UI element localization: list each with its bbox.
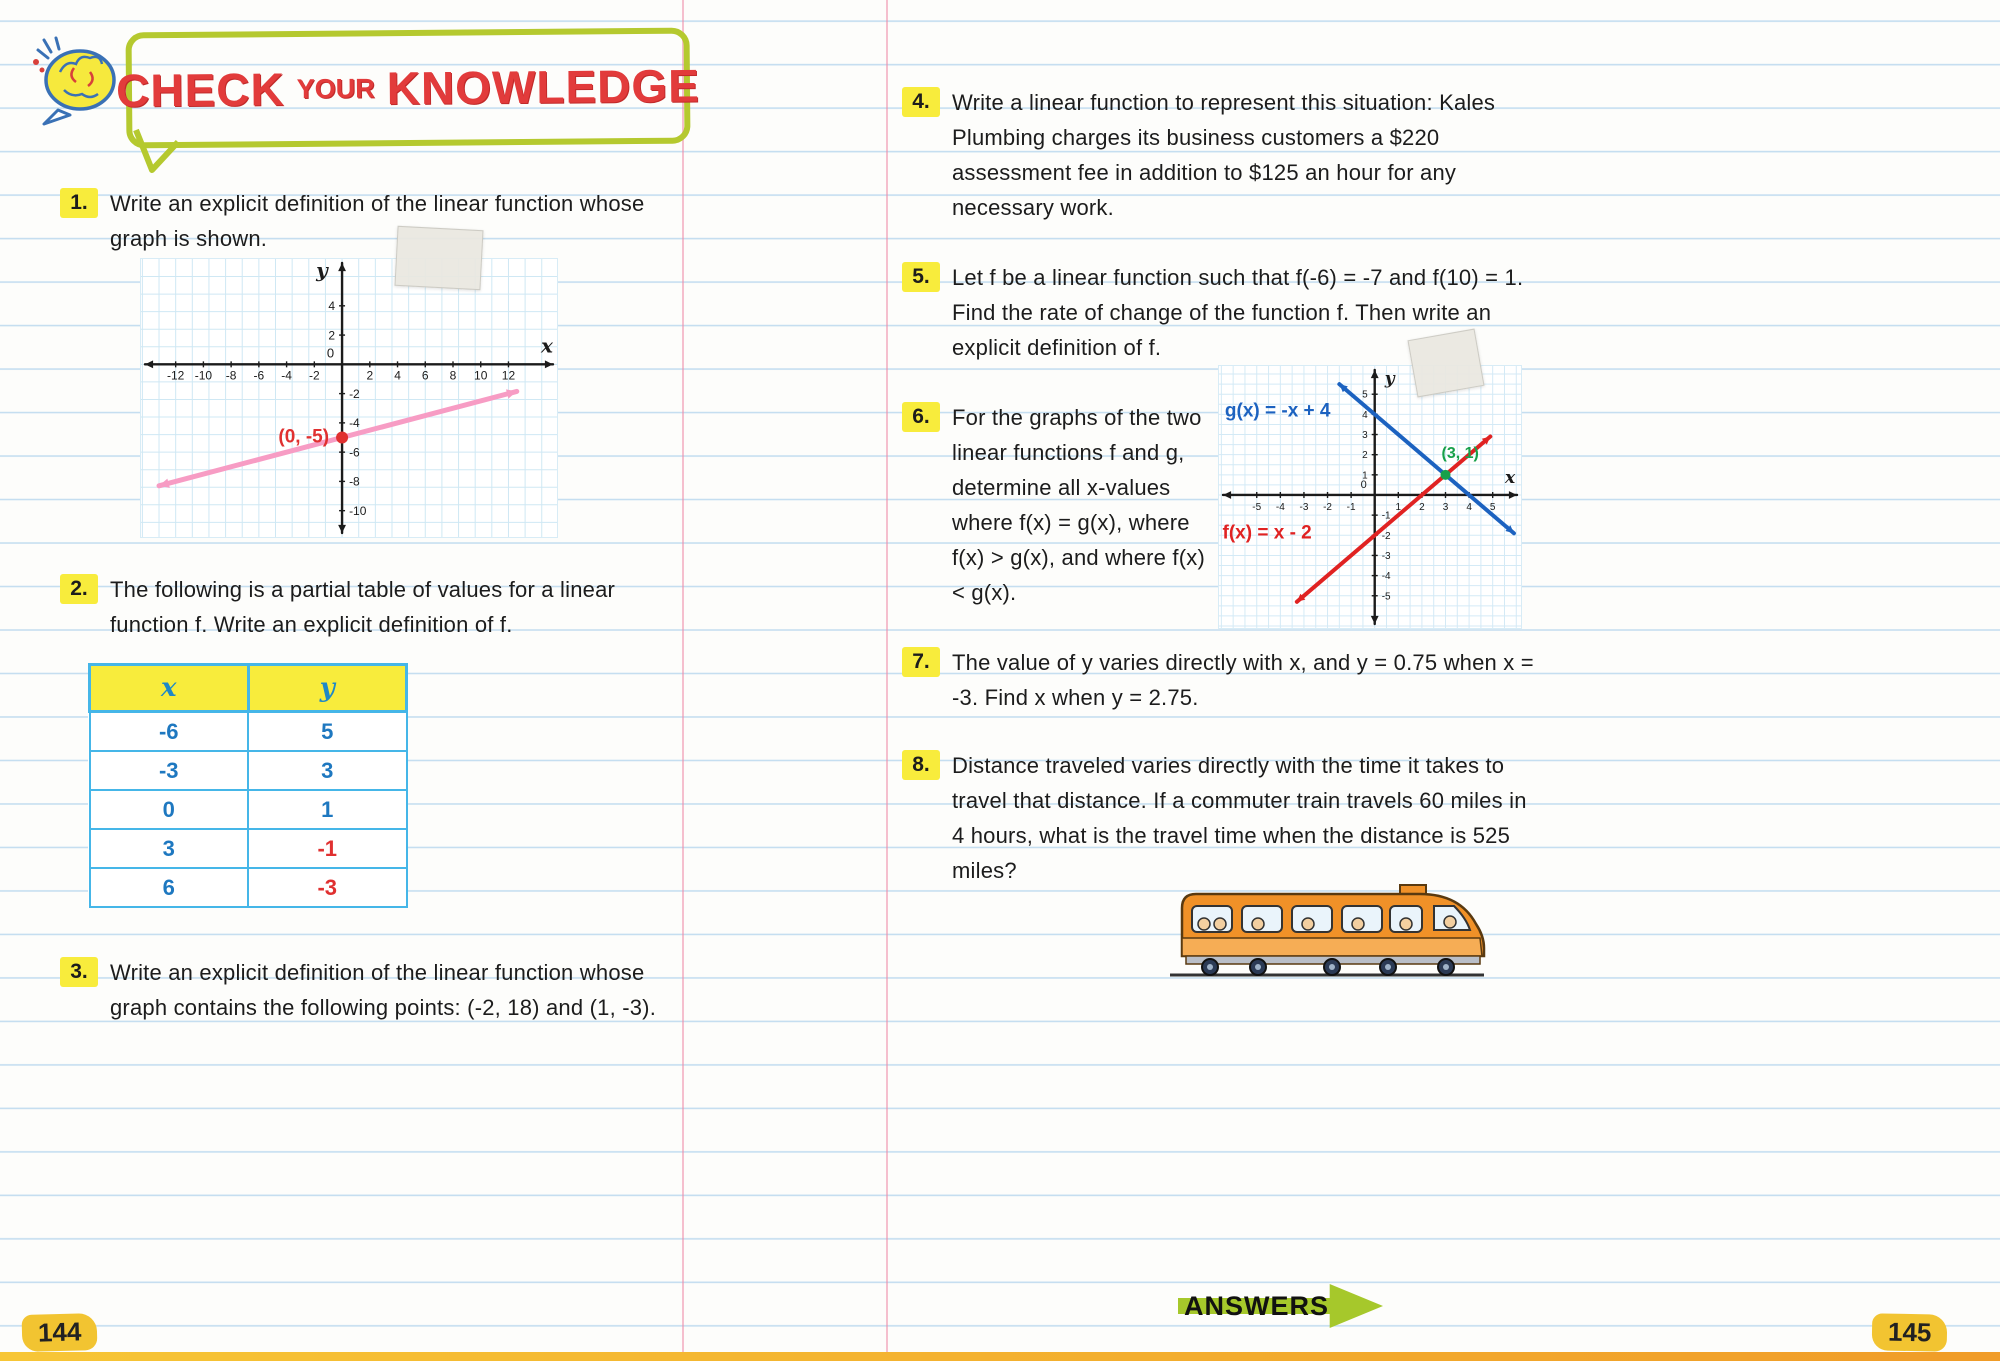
question-3 [60, 955, 670, 1025]
svg-text:(3, 1): (3, 1) [1441, 444, 1479, 462]
q6-graph-panel [1218, 365, 1522, 629]
svg-text:4: 4 [1466, 501, 1472, 513]
title-check: CHECK [115, 63, 285, 117]
svg-text:-8: -8 [225, 368, 237, 383]
svg-text:2: 2 [328, 328, 336, 343]
svg-text:-2: -2 [1381, 530, 1391, 542]
svg-text:0: 0 [326, 345, 335, 361]
cell-y: 5 [248, 712, 407, 752]
cell-x: 6 [90, 868, 249, 907]
svg-text:-1: -1 [1346, 501, 1356, 513]
svg-text:10: 10 [474, 368, 488, 383]
svg-text:-6: -6 [349, 445, 360, 460]
question-2-number-badge: 2. [60, 574, 98, 604]
svg-text:-4: -4 [1275, 501, 1285, 513]
svg-text:-8: -8 [349, 474, 360, 489]
svg-text:8: 8 [449, 368, 457, 383]
brain-doodle-icon [28, 32, 128, 127]
svg-text:3: 3 [1442, 501, 1449, 513]
question-1-text: Write an explicit definition of the linear function whose graph is shown. [110, 191, 645, 251]
question-1-number-badge: 1. [60, 188, 98, 218]
svg-text:2: 2 [366, 368, 374, 383]
svg-text:1: 1 [1362, 470, 1368, 482]
question-1 [60, 186, 660, 256]
svg-text:4: 4 [1362, 409, 1368, 421]
svg-text:y: y [316, 259, 328, 282]
table-header-x: x [90, 665, 249, 712]
question-4-text: Write a linear function to represent this situation: Kales Plumbing charges its business customers a $220 assessment fee in addition to $125 an hour for any necessary work. [952, 90, 1496, 220]
table-row [90, 790, 407, 829]
svg-text:1: 1 [1395, 501, 1402, 513]
svg-text:-2: -2 [308, 368, 320, 383]
question-8-text: Distance traveled varies directly with the time it takes to travel that distance. If a commuter train travels 60 miles in 4 hours, what is the travel time when the distance is 525 miles? [952, 753, 1527, 883]
svg-text:-2: -2 [1323, 501, 1332, 513]
title-knowledge: KNOWLEDGE [386, 59, 701, 115]
svg-text:4: 4 [394, 368, 401, 383]
title-your: YOUR [296, 72, 375, 104]
svg-text:2: 2 [1419, 501, 1425, 513]
q1-graph [141, 259, 557, 537]
question-2-text: The following is a partial table of values for a linear function f. Write an explicit definition of f. [110, 577, 616, 637]
cell-x: -3 [90, 751, 249, 790]
table-row [90, 751, 407, 790]
table-row [90, 712, 407, 752]
answers-label: ANSWERS [1184, 1291, 1330, 1321]
svg-text:(0, -5): (0, -5) [278, 426, 330, 448]
tape-piece [394, 226, 483, 290]
cell-x: -6 [90, 712, 249, 752]
svg-text:-10: -10 [194, 368, 213, 383]
question-6 [902, 400, 1214, 610]
svg-text:x: x [541, 333, 553, 358]
page-title-banner [115, 28, 701, 149]
svg-text:0: 0 [1360, 478, 1367, 491]
svg-text:-5: -5 [1381, 591, 1391, 603]
svg-text:y: y [1384, 369, 1395, 389]
q1-graph-panel [140, 258, 558, 538]
svg-text:-5: -5 [1252, 501, 1262, 513]
svg-text:-1: -1 [1381, 510, 1391, 522]
svg-text:-10: -10 [349, 503, 367, 518]
svg-text:5: 5 [1489, 501, 1496, 513]
question-6-text: For the graphs of the two linear functions f and g, determine all x-values where f(x) = g(x), where f(x) > g(x), and where f(x) < g(x). [952, 405, 1205, 605]
svg-text:g(x) = -x + 4: g(x) = -x + 4 [1224, 400, 1331, 422]
svg-text:-4: -4 [281, 368, 292, 383]
svg-text:-3: -3 [1299, 501, 1309, 513]
train-illustration [1162, 876, 1492, 981]
svg-text:12: 12 [501, 368, 516, 383]
book-edge-strip [0, 1352, 2000, 1361]
svg-text:5: 5 [1362, 389, 1368, 401]
svg-text:3: 3 [1362, 430, 1368, 442]
table-row [90, 829, 407, 868]
table-row [90, 868, 407, 907]
question-7-number-badge: 7. [902, 647, 940, 677]
svg-text:-6: -6 [253, 368, 265, 383]
cell-y: 1 [248, 790, 407, 829]
question-4 [902, 85, 1502, 225]
question-2 [60, 572, 660, 642]
svg-text:2: 2 [1362, 450, 1368, 462]
question-5-text: Let f be a linear function such that f(-6) = -7 and f(10) = 1. Find the rate of change of the function f. Then write an explicit definition of f. [952, 265, 1524, 360]
banner-speech-tail [130, 128, 185, 176]
cell-y: -1 [248, 829, 407, 868]
left-page-number: 144 [22, 1313, 98, 1352]
cell-y: -3 [248, 868, 407, 907]
question-8-number-badge: 8. [902, 750, 940, 780]
table-header-y: y [248, 665, 407, 712]
question-3-number-badge: 3. [60, 957, 98, 987]
svg-text:-4: -4 [1381, 571, 1391, 583]
question-7-text: The value of y varies directly with x, and y = 0.75 when x = -3. Find x when y = 2.75. [952, 650, 1534, 710]
answers-pointer [1178, 1281, 1383, 1331]
svg-text:f(x) = x - 2: f(x) = x - 2 [1222, 522, 1312, 544]
svg-text:-12: -12 [166, 368, 185, 383]
question-5-number-badge: 5. [902, 262, 940, 292]
svg-text:-4: -4 [349, 416, 360, 431]
cell-x: 3 [90, 829, 249, 868]
right-page-number: 145 [1872, 1313, 1948, 1351]
svg-text:6: 6 [421, 368, 429, 383]
svg-text:-2: -2 [349, 386, 360, 401]
tape-piece [1407, 329, 1484, 398]
svg-text:4: 4 [328, 299, 336, 314]
question-3-text: Write an explicit definition of the linear function whose graph contains the following points: (-2, 18) and (1, -3). [110, 960, 657, 1020]
question-4-number-badge: 4. [902, 87, 940, 117]
question-7 [902, 645, 1552, 715]
q2-values-table [88, 663, 408, 908]
cell-x: 0 [90, 790, 249, 829]
svg-text:-3: -3 [1381, 550, 1391, 562]
question-6-number-badge: 6. [902, 402, 940, 432]
q6-graph [1219, 366, 1521, 628]
table-header-row [90, 665, 407, 712]
question-8 [902, 748, 1542, 888]
svg-text:x: x [1505, 467, 1516, 488]
cell-y: 3 [248, 751, 407, 790]
